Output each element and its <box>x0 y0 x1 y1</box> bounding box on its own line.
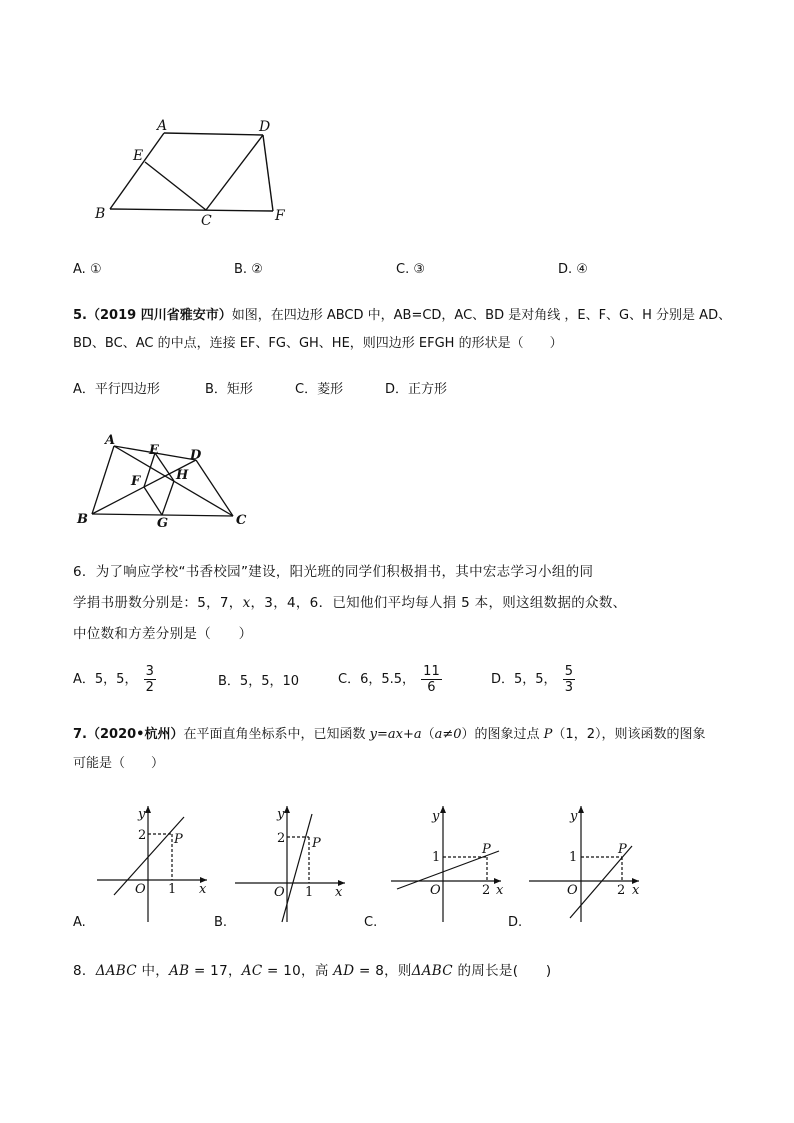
q5-option-d[interactable]: D．正方形 <box>385 382 448 397</box>
q5-option-b[interactable]: B．矩形 <box>205 382 253 397</box>
q4-label-F: F <box>275 208 285 224</box>
label-tick-2: 2 <box>482 883 491 898</box>
q7-option-a[interactable]: A. <box>73 915 86 930</box>
label-P: P <box>482 842 491 857</box>
q4-label-E: E <box>133 148 144 164</box>
q7-source: （2020•杭州） <box>86 727 184 742</box>
q6-option-a[interactable]: A．5，5， $\frac{3}{2}$ <box>73 664 154 695</box>
label-x: x <box>632 883 640 898</box>
q4-segment-BF <box>110 209 273 211</box>
label-x: x <box>496 883 504 898</box>
q7-text-line1: 7.（2020•杭州）在平面直角坐标系中，已知函数 y=ax+a（a≠0）的图象过点 P（1，2），则该函数的图象 <box>73 727 706 742</box>
q5-source: （2019 四川省雅安市） <box>86 308 232 323</box>
q4-figure <box>88 112 298 232</box>
q5-text-line1: 5.（2019 四川省雅安市）如图，在四边形 ABCD 中，AB=CD，AC、BD 是对角线 ，E、F、G、H 分别是 AD、 <box>73 308 732 323</box>
q6-text-line3: 中位数和方差分别是（ ） <box>73 626 253 642</box>
q4-label-B: B <box>95 206 106 222</box>
q6-text-line1: 6．为了响应学校“书香校园”建设，阳光班的同学们积极捐书，其中宏志学习小组的同 <box>73 564 594 580</box>
label-origin: O <box>274 885 285 900</box>
q4-label-A: A <box>157 118 168 134</box>
q6-text-line2: 学捐书册数分别是：5，7，x，3，4，6．已知他们平均每人捐 5 本，则这组数据的众数、 <box>73 595 627 611</box>
label-y: y <box>138 807 146 822</box>
q4-option-d[interactable]: D. ④ <box>558 262 588 277</box>
q7-text-line2: 可能是（ ） <box>73 756 165 771</box>
q5-figure <box>72 428 252 530</box>
q5-label-C: C <box>236 513 247 528</box>
label-tick-2: 2 <box>617 883 626 898</box>
label-P: P <box>618 842 627 857</box>
q4-segment-EC <box>145 162 206 210</box>
q5-label-B: B <box>77 512 88 527</box>
q7-number: 7. <box>73 727 87 742</box>
label-y: y <box>570 809 578 824</box>
q4-label-D: D <box>259 119 271 135</box>
q8-text: 8．ΔABC 中，AB = 17，AC = 10，高 AD = 8，则ΔABC 的周长是( ) <box>73 963 552 979</box>
q7-option-d[interactable]: D. <box>508 915 523 930</box>
q5-option-a[interactable]: A．平行四边形 <box>73 382 160 397</box>
q7-graph-a[interactable] <box>95 800 210 925</box>
q7-graph-d[interactable] <box>527 800 642 925</box>
q4-option-a[interactable]: A. ① <box>73 262 102 277</box>
q5-segment-DC <box>196 460 233 516</box>
q5-label-E: E <box>149 443 159 458</box>
label-origin: O <box>135 882 146 897</box>
q5-text-line2: BD、BC、AC 的中点，连接 EF、FG、GH、HE，则四边形 EFGH 的形状是（ ） <box>73 336 563 351</box>
q7-graph-b[interactable] <box>233 800 348 925</box>
q6-option-c[interactable]: C．6，5.5， $\frac{11}{6}$ <box>338 664 440 695</box>
label-tick-1: 1 <box>305 885 314 900</box>
q5-option-c[interactable]: C．菱形 <box>295 382 344 397</box>
label-origin: O <box>430 883 441 898</box>
q6-option-a-fraction: $\frac{3}{2}$ <box>145 664 154 695</box>
label-tick-2: 2 <box>138 828 147 843</box>
label-tick-1: 1 <box>168 882 177 897</box>
q7-option-c[interactable]: C. <box>364 915 378 930</box>
label-y: y <box>277 807 285 822</box>
label-x: x <box>335 885 343 900</box>
q7-graph-c[interactable] <box>389 800 504 925</box>
q5-label-D: D <box>190 448 202 463</box>
q4-option-b[interactable]: B. ② <box>234 262 263 277</box>
label-P: P <box>312 836 321 851</box>
q5-label-H: H <box>176 468 189 483</box>
label-x: x <box>199 882 207 897</box>
q4-segment-DF <box>263 135 273 211</box>
q6-option-b[interactable]: B．5，5，10 <box>218 674 300 689</box>
q6-option-d[interactable]: D．5，5， $\frac{5}{3}$ <box>491 664 573 695</box>
q5-label-F: F <box>131 474 141 489</box>
q5-segment-GH <box>162 481 174 515</box>
q5-label-G: G <box>157 516 169 530</box>
q6-option-d-fraction: $\frac{5}{3}$ <box>564 664 573 695</box>
label-tick-2: 2 <box>277 831 286 846</box>
q4-segment-CD <box>206 135 263 210</box>
label-origin: O <box>567 883 578 898</box>
label-P: P <box>174 832 183 847</box>
q5-number: 5. <box>73 308 87 323</box>
q6-option-c-fraction: $\frac{11}{6}$ <box>423 664 440 695</box>
q7-option-b[interactable]: B. <box>214 915 228 930</box>
label-tick-1: 1 <box>432 850 441 865</box>
q5-segment-FG <box>144 487 162 515</box>
q5-label-A: A <box>105 433 116 448</box>
q4-segment-AD <box>164 133 263 135</box>
label-y: y <box>432 809 440 824</box>
q4-option-c[interactable]: C. ③ <box>396 262 426 277</box>
label-tick-1: 1 <box>569 850 578 865</box>
q4-label-C: C <box>201 213 212 229</box>
